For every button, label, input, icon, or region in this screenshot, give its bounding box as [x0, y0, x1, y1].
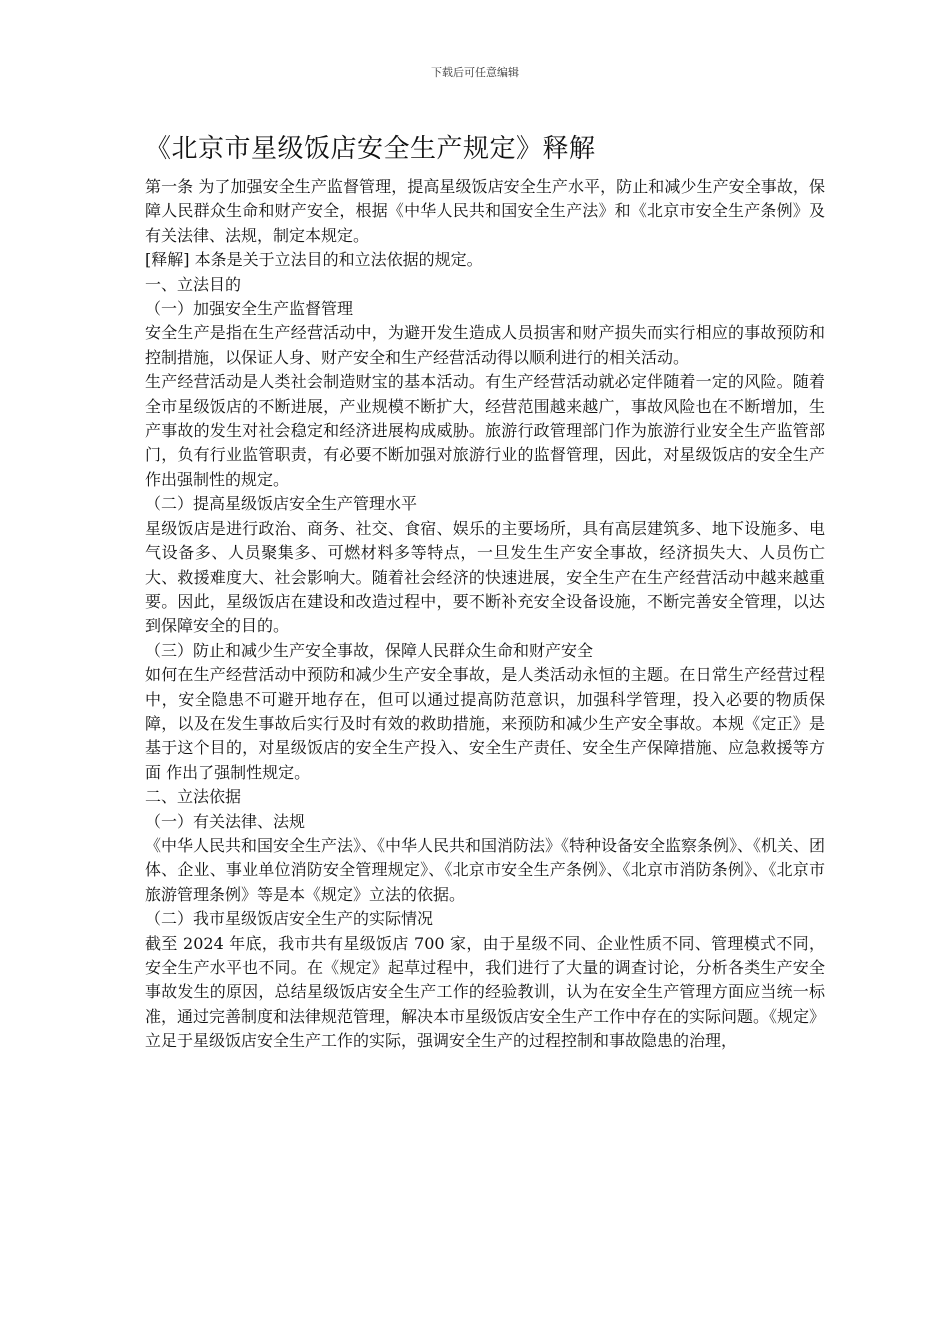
page-header-note: 下载后可任意编辑: [431, 66, 519, 79]
subheading-2: （二）提高星级饭店安全生产管理水平: [145, 494, 418, 514]
document-title: 《北京市星级饭店安全生产规定》释解: [145, 134, 596, 164]
subheading-laws: （一）有关法律、法规: [145, 811, 306, 831]
subheading-3: （三）防止和减少生产安全事故，保障人民群众生命和财产安全: [145, 640, 594, 660]
paragraph-hotel-features: 星级饭店是进行政治、商务、社交、食宿、娱乐的主要场所，具有高层建筑多、地下设施多、电气设备多、人员聚集多、可燃材料多等特点，一旦发生生产安全事故，经济损失大、人员伤亡大、救援难度大、社会影响大。随着社会经济的快速进展，安全生产在生产经营活动中越来越重要。因此，星级饭店在建设和改造过程中，要不断补充安全设备设施，不断完善安全管理，以达到保障安全的目的。: [145, 518, 825, 636]
paragraph-prevention: 如何在生产经营活动中预防和减少生产安全事故，是人类活动永恒的主题。在日常生产经营过程中，安全隐患不可避开地存在，但可以通过提高防范意识，加强科学管理，投入必要的物质保障，以及在发生事故后实行及时有效的救助措施，来预防和减少生产安全事故。本规《定正》是基于这个目的，对星级饭店的安全生产投入、安全生产责任、安全生产保障措施、应急救援等方面 作出了强制性规定。: [145, 665, 825, 782]
subheading-actual-situation: （二）我市星级饭店安全生产的实际情况: [145, 909, 434, 929]
subheading-1: （一）加强安全生产监督管理: [145, 299, 354, 319]
interpretation-intro: [释解] 本条是关于立法目的和立法依据的规定。: [145, 250, 483, 270]
section-heading-purpose: 一、立法目的: [145, 274, 242, 294]
paragraph-laws-list: 《中华人民共和国安全生产法》、《中华人民共和国消防法》《特种设备安全监察条例》、《机关、团体、企业、事业单位消防安全管理规定》、《北京市安全生产条例》、《北京市消防条例》、《北京市旅游管理条例》等是本《规定》立法的依据。: [145, 835, 826, 904]
paragraph-actual-situation: 截至 2024 年底，我市共有星级饭店 700 家，由于星级不同、企业性质不同、管理模式不同，安全生产水平也不同。在《规定》起草过程中，我们进行了大量的调查讨论，分析各类生产安全事故发生的原因，总结星级饭店安全生产工作的经验教训，认为在安全生产管理方面应当统一标准，通过完善制度和法律规范管理，解决本市星级饭店安全生产工作中存在的实际问题。《规定》立足于星级饭店安全生产工作的实际，强调安全生产的过程控制和事故隐患的治理，: [145, 933, 826, 1051]
paragraph-safety-definition: 安全生产是指在生产经营活动中，为避开发生造成人员损害和财产损失而实行相应的事故预防和控制措施，以保证人身、财产安全和生产经营活动得以顺利进行的相关活动。: [145, 323, 825, 367]
article-1-text: 第一条 为了加强安全生产监督管理，提高星级饭店安全生产水平，防止和减少生产安全事故，保障人民群众生命和财产安全，根据《中华人民共和国安全生产法》和《北京市安全生产条例》及有关法律、法规，制定本规定。: [145, 177, 825, 245]
document-body: [145, 175, 825, 1054]
section-heading-basis: 二、立法依据: [145, 787, 242, 807]
paragraph-risk: 生产经营活动是人类社会制造财宝的基本活动。有生产经营活动就必定伴随着一定的风险。随着全市星级饭店的不断进展，产业规模不断扩大，经营范围越来越广，事故风险也在不断增加，生产事故的发生对社会稳定和经济进展构成威胁。旅游行政管理部门作为旅游行业安全生产监管部门，负有行业监管职责，有必要不断加强对旅游行业的监督管理，因此，对星级饭店的安全生产作出强制性的规定。: [145, 372, 825, 489]
